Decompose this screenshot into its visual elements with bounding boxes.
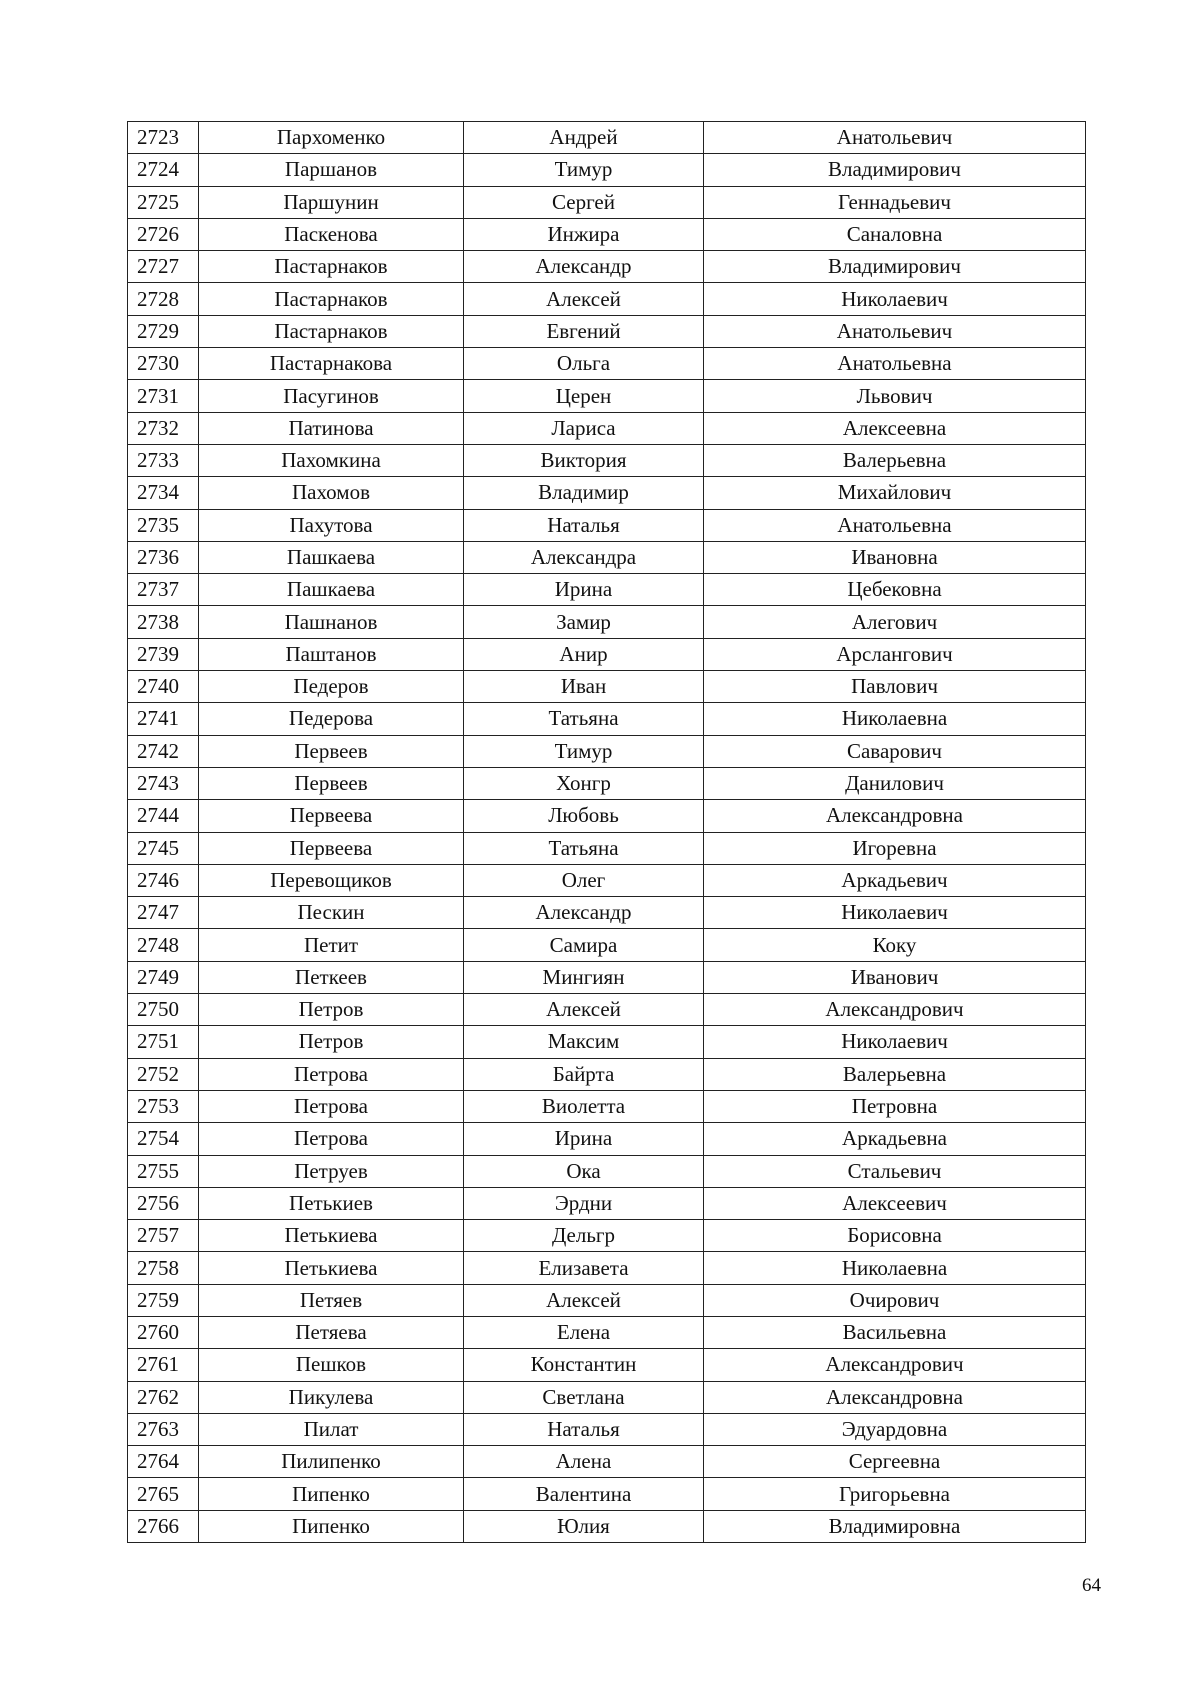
roster-table-body (128, 122, 1086, 1543)
surname-cell: Первеев (199, 767, 464, 799)
patronymic-cell: Павлович (704, 671, 1086, 703)
patronymic-cell: Валерьевна (704, 444, 1086, 476)
record-number-cell: 2748 (128, 929, 199, 961)
table-row (128, 735, 1086, 767)
surname-cell: Петит (199, 929, 464, 961)
record-number-cell: 2739 (128, 638, 199, 670)
surname-cell: Паршунин (199, 186, 464, 218)
first-name-cell: Ирина (464, 574, 704, 606)
surname-cell: Пашкаева (199, 541, 464, 573)
record-number-cell: 2730 (128, 348, 199, 380)
patronymic-cell: Алегович (704, 606, 1086, 638)
surname-cell: Петкеев (199, 961, 464, 993)
patronymic-cell: Стальевич (704, 1155, 1086, 1187)
patronymic-cell: Анатольевна (704, 509, 1086, 541)
first-name-cell: Елена (464, 1316, 704, 1348)
first-name-cell: Елизавета (464, 1252, 704, 1284)
first-name-cell: Замир (464, 606, 704, 638)
surname-cell: Пахомкина (199, 444, 464, 476)
patronymic-cell: Игоревна (704, 832, 1086, 864)
surname-cell: Пастарнаков (199, 315, 464, 347)
first-name-cell: Иван (464, 671, 704, 703)
patronymic-cell: Григорьевна (704, 1478, 1086, 1510)
page-number: 64 (1082, 1575, 1101, 1596)
patronymic-cell: Александрович (704, 1349, 1086, 1381)
table-row (128, 1026, 1086, 1058)
surname-cell: Петькиева (199, 1252, 464, 1284)
record-number-cell: 2751 (128, 1026, 199, 1058)
record-number-cell: 2749 (128, 961, 199, 993)
first-name-cell: Александра (464, 541, 704, 573)
first-name-cell: Евгений (464, 315, 704, 347)
first-name-cell: Владимир (464, 477, 704, 509)
surname-cell: Первеева (199, 800, 464, 832)
surname-cell: Пашнанов (199, 606, 464, 638)
record-number-cell: 2732 (128, 412, 199, 444)
table-row (128, 638, 1086, 670)
patronymic-cell: Алексеевич (704, 1187, 1086, 1219)
first-name-cell: Эрдни (464, 1187, 704, 1219)
table-row (128, 380, 1086, 412)
table-row (128, 832, 1086, 864)
patronymic-cell: Владимирович (704, 154, 1086, 186)
record-number-cell: 2750 (128, 994, 199, 1026)
record-number-cell: 2728 (128, 283, 199, 315)
first-name-cell: Светлана (464, 1381, 704, 1413)
first-name-cell: Церен (464, 380, 704, 412)
first-name-cell: Байрта (464, 1058, 704, 1090)
surname-cell: Паршанов (199, 154, 464, 186)
surname-cell: Петрова (199, 1058, 464, 1090)
first-name-cell: Инжира (464, 218, 704, 250)
table-row (128, 444, 1086, 476)
patronymic-cell: Цебековна (704, 574, 1086, 606)
record-number-cell: 2764 (128, 1446, 199, 1478)
record-number-cell: 2736 (128, 541, 199, 573)
surname-cell: Первеева (199, 832, 464, 864)
patronymic-cell: Владимирович (704, 251, 1086, 283)
patronymic-cell: Валерьевна (704, 1058, 1086, 1090)
patronymic-cell: Сергеевна (704, 1446, 1086, 1478)
patronymic-cell: Владимировна (704, 1510, 1086, 1542)
patronymic-cell: Петровна (704, 1090, 1086, 1122)
patronymic-cell: Анатольевич (704, 315, 1086, 347)
table-row (128, 1284, 1086, 1316)
first-name-cell: Самира (464, 929, 704, 961)
record-number-cell: 2755 (128, 1155, 199, 1187)
table-row (128, 671, 1086, 703)
surname-cell: Пастарнаков (199, 251, 464, 283)
patronymic-cell: Васильевна (704, 1316, 1086, 1348)
first-name-cell: Любовь (464, 800, 704, 832)
table-row (128, 412, 1086, 444)
record-number-cell: 2733 (128, 444, 199, 476)
table-row (128, 186, 1086, 218)
roster-table (127, 121, 1086, 1543)
patronymic-cell: Николаевич (704, 283, 1086, 315)
table-row (128, 1478, 1086, 1510)
surname-cell: Перевощиков (199, 864, 464, 896)
patronymic-cell: Николаевич (704, 1026, 1086, 1058)
record-number-cell: 2741 (128, 703, 199, 735)
first-name-cell: Тимур (464, 735, 704, 767)
patronymic-cell: Ивановна (704, 541, 1086, 573)
surname-cell: Пасугинов (199, 380, 464, 412)
table-row (128, 606, 1086, 638)
patronymic-cell: Алексеевна (704, 412, 1086, 444)
surname-cell: Пилат (199, 1413, 464, 1445)
record-number-cell: 2738 (128, 606, 199, 638)
table-row (128, 541, 1086, 573)
surname-cell: Петруев (199, 1155, 464, 1187)
table-row (128, 1187, 1086, 1219)
table-row (128, 1252, 1086, 1284)
patronymic-cell: Анатольевич (704, 122, 1086, 154)
table-row (128, 251, 1086, 283)
surname-cell: Педерова (199, 703, 464, 735)
first-name-cell: Мингиян (464, 961, 704, 993)
patronymic-cell: Николаевна (704, 703, 1086, 735)
record-number-cell: 2740 (128, 671, 199, 703)
first-name-cell: Тимур (464, 154, 704, 186)
record-number-cell: 2759 (128, 1284, 199, 1316)
record-number-cell: 2734 (128, 477, 199, 509)
first-name-cell: Константин (464, 1349, 704, 1381)
surname-cell: Пипенко (199, 1478, 464, 1510)
record-number-cell: 2760 (128, 1316, 199, 1348)
patronymic-cell: Анатольевна (704, 348, 1086, 380)
table-row (128, 897, 1086, 929)
surname-cell: Петров (199, 1026, 464, 1058)
table-row (128, 122, 1086, 154)
first-name-cell: Александр (464, 251, 704, 283)
first-name-cell: Алексей (464, 994, 704, 1026)
patronymic-cell: Аркадьевич (704, 864, 1086, 896)
surname-cell: Паскенова (199, 218, 464, 250)
table-row (128, 703, 1086, 735)
surname-cell: Пескин (199, 897, 464, 929)
table-row (128, 1316, 1086, 1348)
surname-cell: Пахутова (199, 509, 464, 541)
surname-cell: Паштанов (199, 638, 464, 670)
record-number-cell: 2744 (128, 800, 199, 832)
patronymic-cell: Арслангович (704, 638, 1086, 670)
patronymic-cell: Саналовна (704, 218, 1086, 250)
first-name-cell: Виолетта (464, 1090, 704, 1122)
record-number-cell: 2756 (128, 1187, 199, 1219)
first-name-cell: Лариса (464, 412, 704, 444)
first-name-cell: Ирина (464, 1123, 704, 1155)
record-number-cell: 2753 (128, 1090, 199, 1122)
patronymic-cell: Михайлович (704, 477, 1086, 509)
first-name-cell: Александр (464, 897, 704, 929)
patronymic-cell: Борисовна (704, 1220, 1086, 1252)
table-row (128, 283, 1086, 315)
surname-cell: Пахомов (199, 477, 464, 509)
first-name-cell: Хонгр (464, 767, 704, 799)
surname-cell: Петяев (199, 1284, 464, 1316)
first-name-cell: Валентина (464, 1478, 704, 1510)
first-name-cell: Максим (464, 1026, 704, 1058)
surname-cell: Пастарнаков (199, 283, 464, 315)
record-number-cell: 2742 (128, 735, 199, 767)
surname-cell: Пилипенко (199, 1446, 464, 1478)
surname-cell: Пешков (199, 1349, 464, 1381)
table-row (128, 477, 1086, 509)
table-row (128, 315, 1086, 347)
first-name-cell: Олег (464, 864, 704, 896)
table-row (128, 1058, 1086, 1090)
table-row (128, 1155, 1086, 1187)
surname-cell: Петров (199, 994, 464, 1026)
record-number-cell: 2737 (128, 574, 199, 606)
first-name-cell: Виктория (464, 444, 704, 476)
first-name-cell: Алексей (464, 1284, 704, 1316)
patronymic-cell: Эдуардовна (704, 1413, 1086, 1445)
first-name-cell: Юлия (464, 1510, 704, 1542)
record-number-cell: 2763 (128, 1413, 199, 1445)
first-name-cell: Наталья (464, 1413, 704, 1445)
patronymic-cell: Геннадьевич (704, 186, 1086, 218)
patronymic-cell: Аркадьевна (704, 1123, 1086, 1155)
table-row (128, 509, 1086, 541)
record-number-cell: 2762 (128, 1381, 199, 1413)
patronymic-cell: Данилович (704, 767, 1086, 799)
table-row (128, 1090, 1086, 1122)
table-row (128, 961, 1086, 993)
record-number-cell: 2743 (128, 767, 199, 799)
record-number-cell: 2729 (128, 315, 199, 347)
record-number-cell: 2746 (128, 864, 199, 896)
first-name-cell: Татьяна (464, 832, 704, 864)
surname-cell: Петькиева (199, 1220, 464, 1252)
table-row (128, 218, 1086, 250)
table-row (128, 1220, 1086, 1252)
record-number-cell: 2758 (128, 1252, 199, 1284)
patronymic-cell: Иванович (704, 961, 1086, 993)
table-row (128, 1381, 1086, 1413)
surname-cell: Петяева (199, 1316, 464, 1348)
table-row (128, 929, 1086, 961)
table-row (128, 1123, 1086, 1155)
surname-cell: Пикулева (199, 1381, 464, 1413)
first-name-cell: Алена (464, 1446, 704, 1478)
table-row (128, 574, 1086, 606)
table-row (128, 1446, 1086, 1478)
record-number-cell: 2724 (128, 154, 199, 186)
first-name-cell: Дельгр (464, 1220, 704, 1252)
table-row (128, 348, 1086, 380)
record-number-cell: 2725 (128, 186, 199, 218)
surname-cell: Пипенко (199, 1510, 464, 1542)
record-number-cell: 2765 (128, 1478, 199, 1510)
record-number-cell: 2731 (128, 380, 199, 412)
table-row (128, 864, 1086, 896)
record-number-cell: 2747 (128, 897, 199, 929)
table-row (128, 1413, 1086, 1445)
patronymic-cell: Саварович (704, 735, 1086, 767)
first-name-cell: Наталья (464, 509, 704, 541)
surname-cell: Пастарнакова (199, 348, 464, 380)
surname-cell: Педеров (199, 671, 464, 703)
table-row (128, 154, 1086, 186)
patronymic-cell: Очирович (704, 1284, 1086, 1316)
table-row (128, 1349, 1086, 1381)
record-number-cell: 2735 (128, 509, 199, 541)
first-name-cell: Андрей (464, 122, 704, 154)
first-name-cell: Сергей (464, 186, 704, 218)
surname-cell: Петькиев (199, 1187, 464, 1219)
table-row (128, 767, 1086, 799)
surname-cell: Пашкаева (199, 574, 464, 606)
surname-cell: Петрова (199, 1090, 464, 1122)
record-number-cell: 2761 (128, 1349, 199, 1381)
record-number-cell: 2754 (128, 1123, 199, 1155)
record-number-cell: 2757 (128, 1220, 199, 1252)
patronymic-cell: Александрович (704, 994, 1086, 1026)
record-number-cell: 2752 (128, 1058, 199, 1090)
record-number-cell: 2727 (128, 251, 199, 283)
record-number-cell: 2726 (128, 218, 199, 250)
first-name-cell: Татьяна (464, 703, 704, 735)
patronymic-cell: Львович (704, 380, 1086, 412)
patronymic-cell: Александровна (704, 1381, 1086, 1413)
first-name-cell: Анир (464, 638, 704, 670)
first-name-cell: Алексей (464, 283, 704, 315)
record-number-cell: 2766 (128, 1510, 199, 1542)
surname-cell: Пархоменко (199, 122, 464, 154)
surname-cell: Патинова (199, 412, 464, 444)
patronymic-cell: Александровна (704, 800, 1086, 832)
surname-cell: Первеев (199, 735, 464, 767)
patronymic-cell: Николаевна (704, 1252, 1086, 1284)
first-name-cell: Ока (464, 1155, 704, 1187)
record-number-cell: 2745 (128, 832, 199, 864)
record-number-cell: 2723 (128, 122, 199, 154)
patronymic-cell: Николаевич (704, 897, 1086, 929)
table-row (128, 800, 1086, 832)
surname-cell: Петрова (199, 1123, 464, 1155)
patronymic-cell: Коку (704, 929, 1086, 961)
table-row (128, 1510, 1086, 1542)
first-name-cell: Ольга (464, 348, 704, 380)
table-row (128, 994, 1086, 1026)
